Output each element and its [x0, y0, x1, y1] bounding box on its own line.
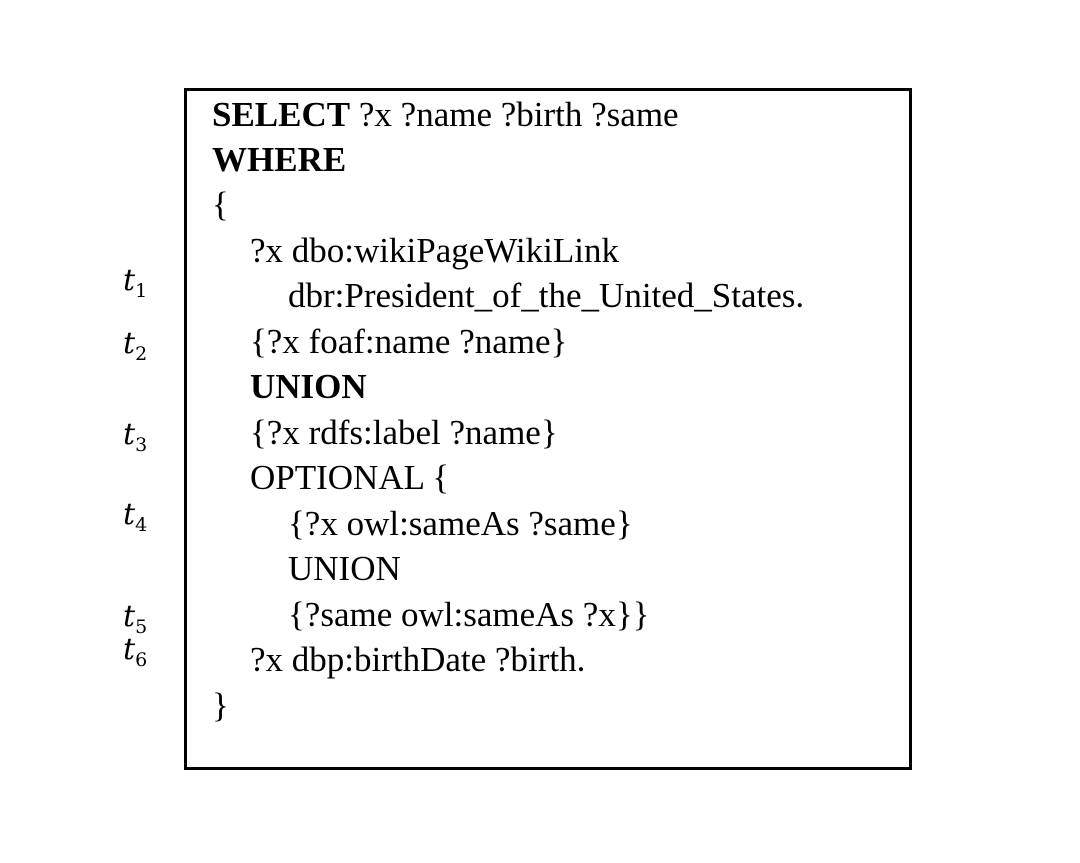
close-brace: } [212, 686, 229, 725]
optional-clause: OPTIONAL { [250, 458, 450, 497]
union-keyword-1: UNION [250, 367, 367, 406]
label-t6-base: t [123, 632, 136, 667]
label-t4-sub: 4 [135, 514, 148, 536]
label-t1 [123, 263, 148, 302]
label-t3-base: t [123, 417, 136, 452]
label-t2-base: t [123, 326, 136, 361]
where-keyword: WHERE [212, 140, 347, 179]
triple-t1-line1: ?x dbo:wikiPageWikiLink [250, 231, 619, 270]
label-t4 [123, 497, 148, 536]
triple-t1-line2: dbr:President_of_the_United_States. [288, 276, 805, 315]
triple-t4: {?x owl:sameAs ?same} [288, 504, 633, 543]
union-keyword-2: UNION [288, 549, 401, 588]
triple-t3: {?x rdfs:label ?name} [250, 413, 558, 452]
triple-t2: {?x foaf:name ?name} [250, 322, 568, 361]
label-t2 [123, 326, 148, 365]
select-keyword: SELECT [212, 95, 351, 134]
label-t6 [123, 632, 148, 671]
label-t2-sub: 2 [135, 343, 148, 365]
label-t5-base: t [123, 599, 136, 634]
label-t6-sub: 6 [135, 649, 148, 671]
label-t3-sub: 3 [135, 434, 148, 456]
label-t4-base: t [123, 497, 136, 532]
open-brace: { [212, 185, 229, 224]
select-clause [212, 93, 679, 137]
label-t1-base: t [123, 263, 136, 298]
label-t5 [123, 599, 148, 638]
select-vars: ?x ?name ?birth ?same [358, 95, 679, 134]
label-t1-sub: 1 [135, 280, 148, 302]
triple-t5: {?same owl:sameAs ?x}} [288, 595, 650, 634]
triple-t6: ?x dbp:birthDate ?birth. [250, 640, 586, 679]
label-t3 [123, 417, 148, 456]
label-t5-sub: 5 [135, 616, 148, 638]
